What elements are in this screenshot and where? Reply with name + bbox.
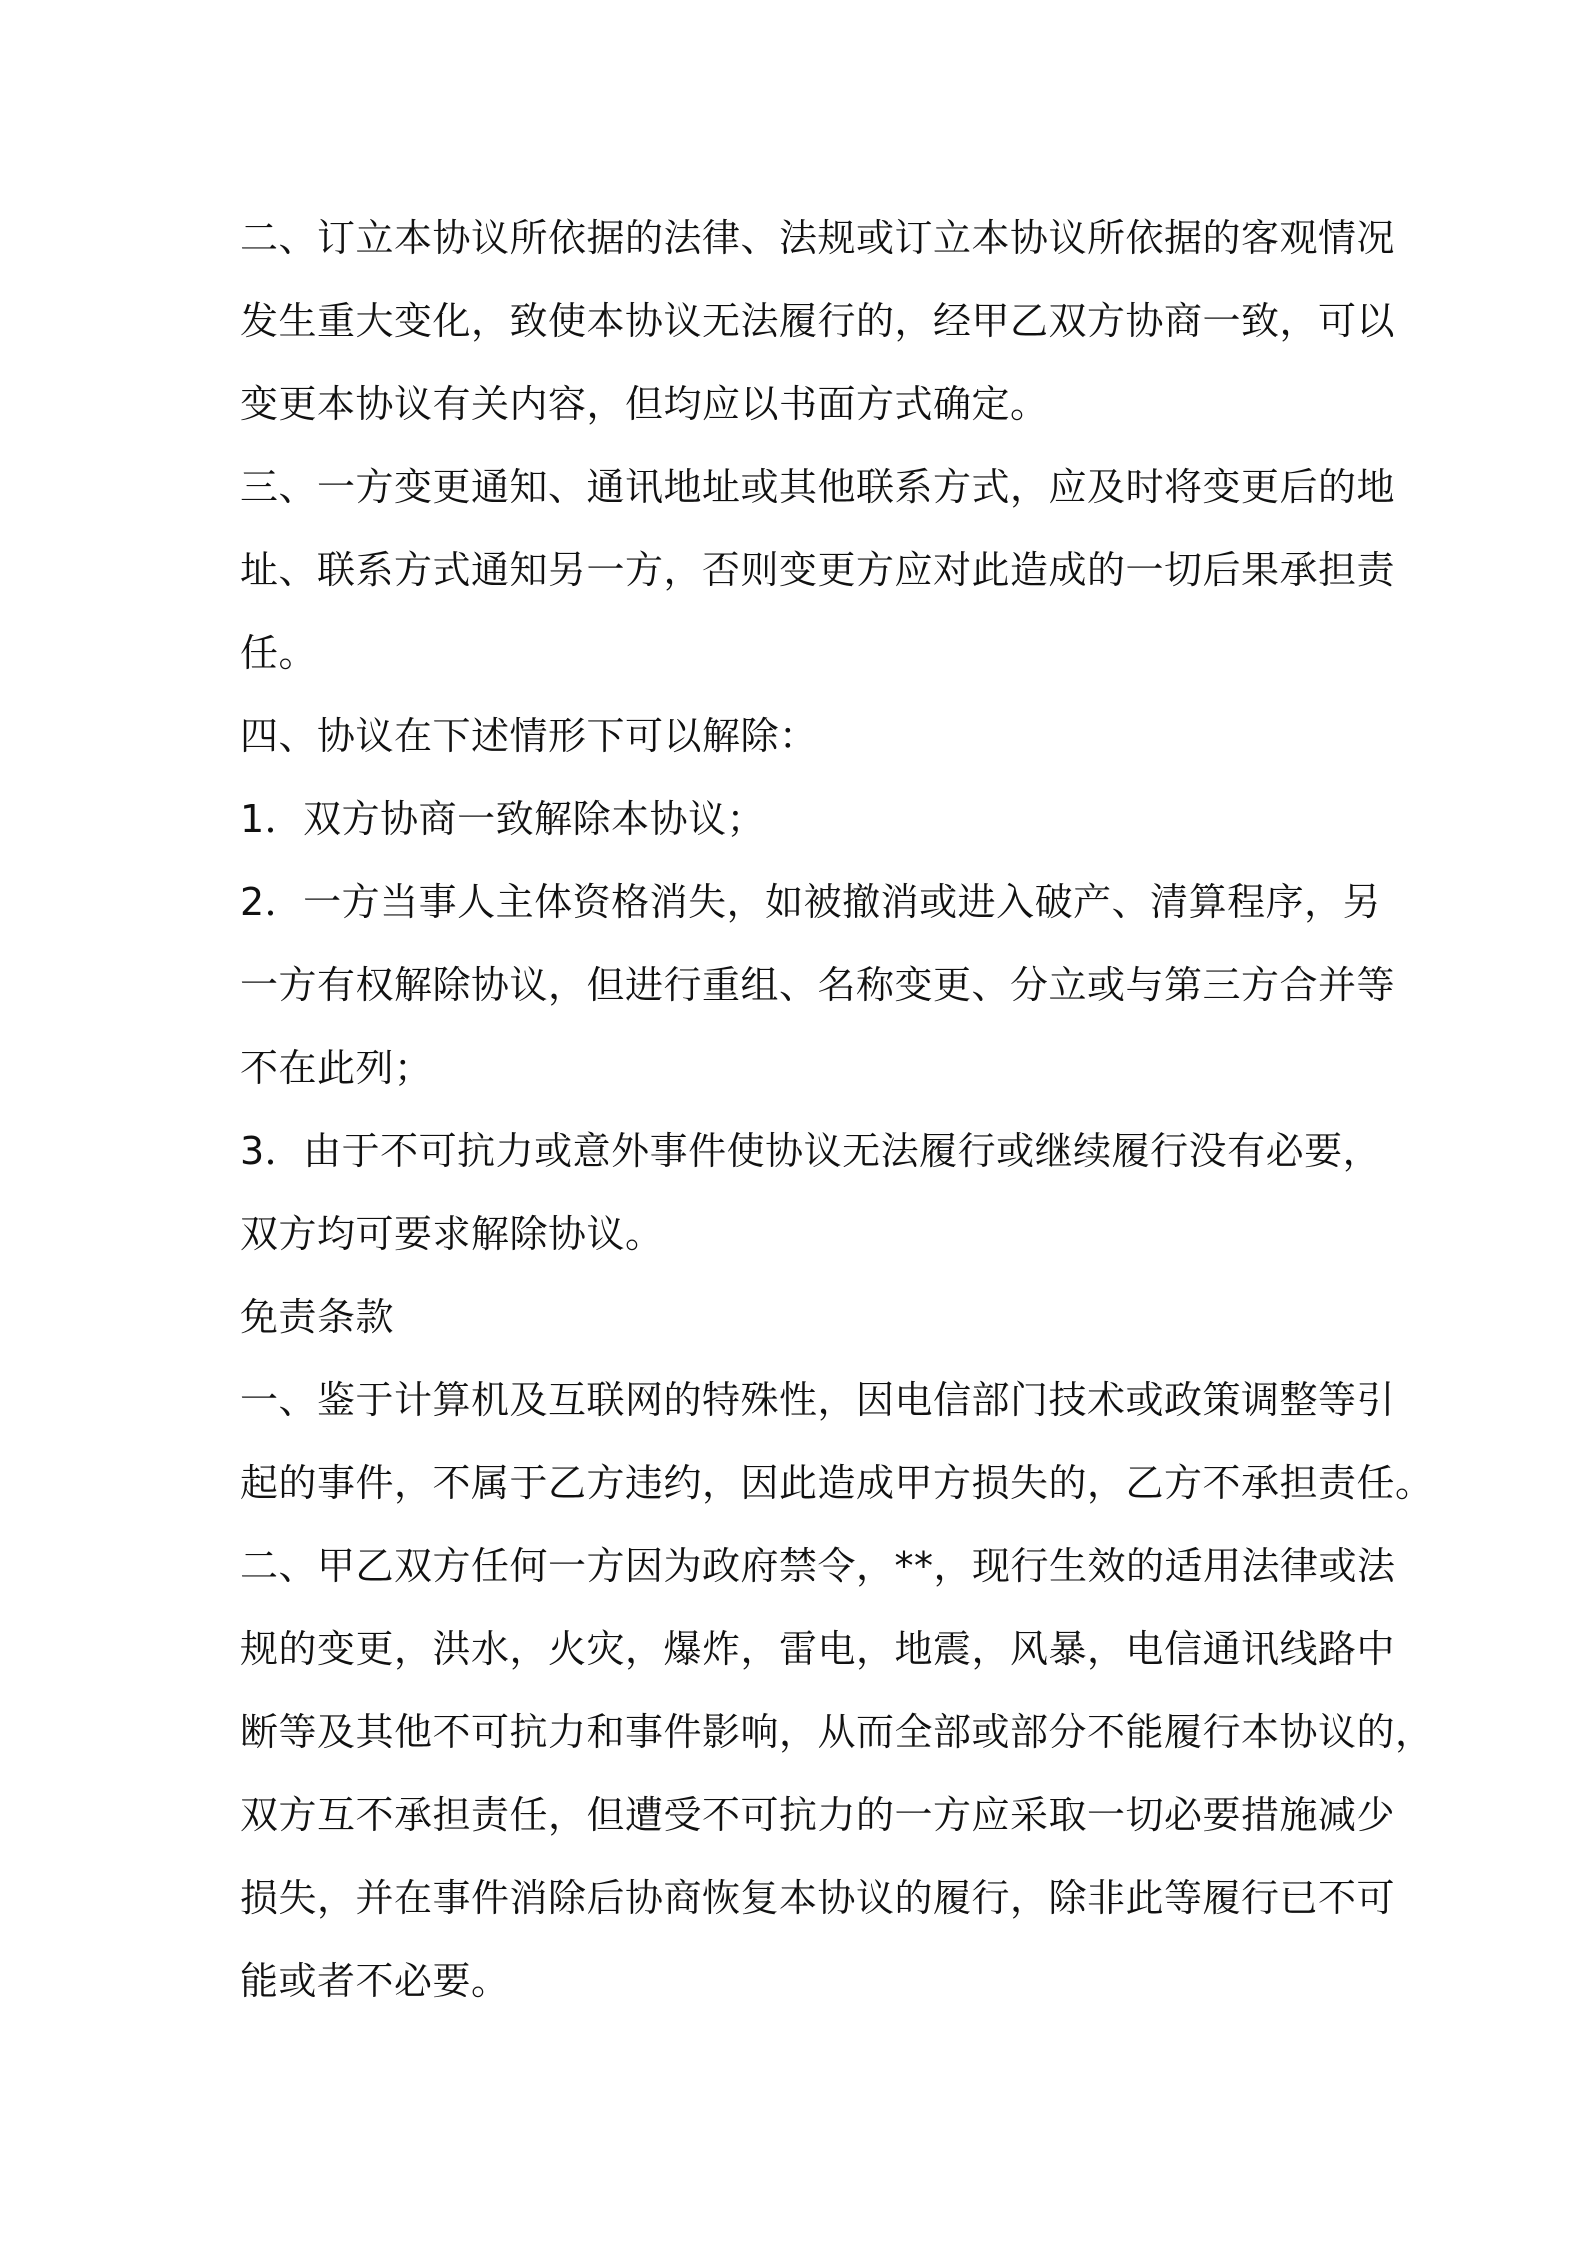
text-line: 发生重大变化，致使本协议无法履行的，经甲乙双方协商一致，可以 — [240, 299, 1396, 343]
text-line: 双方均可要求解除协议。 — [240, 1212, 664, 1256]
text-line: 2．一方当事人主体资格消失，如被撤消或进入破产、清算程序，另 — [240, 880, 1382, 924]
text-line: 变更本协议有关内容，但均应以书面方式确定。 — [240, 382, 1049, 426]
text-line: 一、鉴于计算机及互联网的特殊性，因电信部门技术或政策调整等引 — [240, 1378, 1396, 1422]
document-body — [240, 197, 1434, 2023]
text-line: 二、甲乙双方任何一方因为政府禁令，**，现行生效的适用法律或法 — [240, 1544, 1396, 1588]
text-line: 3．由于不可抗力或意外事件使协议无法履行或继续履行没有必要， — [240, 1129, 1382, 1173]
text-line: 起的事件，不属于乙方违约，因此造成甲方损失的，乙方不承担责任。 — [240, 1461, 1434, 1505]
text-line: 任。 — [240, 631, 318, 675]
text-line: 断等及其他不可抗力和事件影响，从而全部或部分不能履行本协议的， — [240, 1710, 1434, 1754]
text-line: 损失，并在事件消除后协商恢复本协议的履行，除非此等履行已不可 — [240, 1876, 1396, 1920]
text-line: 双方互不承担责任，但遭受不可抗力的一方应采取一切必要措施减少 — [240, 1793, 1396, 1837]
text-line: 一方有权解除协议，但进行重组、名称变更、分立或与第三方合并等 — [240, 963, 1396, 1007]
text-line: 三、一方变更通知、通讯地址或其他联系方式，应及时将变更后的地 — [240, 465, 1396, 509]
text-line: 址、联系方式通知另一方，否则变更方应对此造成的一切后果承担责 — [240, 548, 1396, 592]
text-line: 规的变更，洪水，火灾，爆炸，雷电，地震，风暴，电信通讯线路中 — [240, 1627, 1396, 1671]
text-line: 四、协议在下述情形下可以解除： — [240, 714, 818, 758]
text-line: 不在此列； — [240, 1046, 433, 1090]
text-line: 能或者不必要。 — [240, 1959, 510, 2003]
text-line: 二、订立本协议所依据的法律、法规或订立本协议所依据的客观情况 — [240, 216, 1396, 260]
section-heading: 免责条款 — [240, 1295, 395, 1339]
text-line: 1．双方协商一致解除本协议； — [240, 797, 766, 841]
